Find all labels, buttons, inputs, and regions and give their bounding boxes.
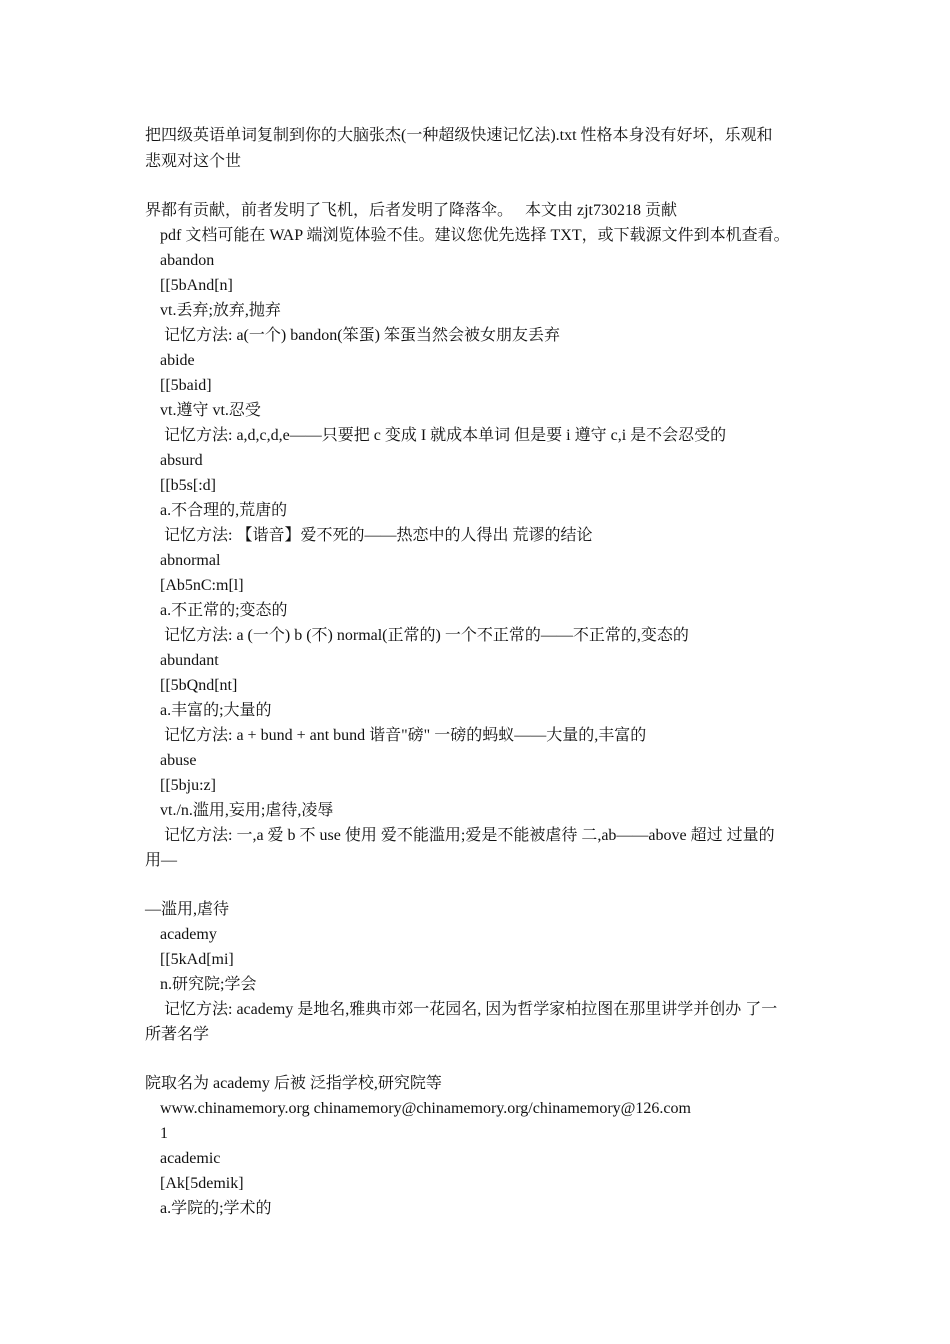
word-headword: abide: [160, 352, 195, 369]
word-definition: a.不合理的,荒唐的: [160, 502, 288, 519]
text-line: pdf 文档可能在 WAP 端浏览体验不佳。建议您优先选择 TXT，或下载源文件到本机查看。: [160, 227, 790, 244]
word-headword: academy: [160, 926, 217, 943]
word-phonetic: [[5baid]: [160, 377, 212, 394]
word-phonetic: [Ab5nC:m[l]: [160, 577, 244, 594]
word-phonetic: [[5bju:z]: [160, 777, 216, 794]
word-memory-tip: 记忆方法: a(一个) bandon(笨蛋) 笨蛋当然会被女朋友丢弃: [160, 327, 560, 344]
word-phonetic: [[5kAd[mi]: [160, 951, 234, 968]
text-line: 界都有贡献，前者发明了飞机，后者发明了降落伞。 本文由 zjt730218 贡献: [145, 202, 677, 219]
word-phonetic: [[b5s[:d]: [160, 477, 216, 494]
text-line: —滥用,虐待: [145, 901, 230, 918]
text-line: 悲观对这个世: [145, 153, 242, 170]
word-headword: abundant: [160, 652, 219, 669]
word-definition: vt./n.滥用,妄用;虐待,凌辱: [160, 802, 334, 819]
word-definition: a.丰富的;大量的: [160, 702, 272, 719]
word-headword: academic: [160, 1150, 221, 1167]
page-number: 1: [160, 1125, 168, 1142]
word-memory-tip: 记忆方法: a,d,c,d,e——只要把 c 变成 I 就成本单词 但是要 i 遵守 c,i 是不会忍受的: [160, 427, 727, 444]
word-memory-tip: 记忆方法: 一,a 爱 b 不 use 使用 爱不能滥用;爱是不能被虐待 二,ab——above 超过 过量的: [160, 827, 775, 844]
word-phonetic: [[5bQnd[nt]: [160, 677, 238, 694]
word-memory-tip: 记忆方法: a + bund + ant bund 谐音"磅" 一磅的蚂蚁——大量的,丰富的: [160, 727, 647, 744]
word-headword: absurd: [160, 452, 203, 469]
word-memory-tip: 记忆方法: academy 是地名,雅典市郊一花园名, 因为哲学家柏拉图在那里讲学并创办 了一: [160, 1001, 778, 1018]
word-definition: a.学院的;学术的: [160, 1200, 272, 1217]
footer-contact: www.chinamemory.org chinamemory@chinamemory.org/chinamemory@126.com: [160, 1100, 691, 1117]
word-phonetic: [Ak[5demik]: [160, 1175, 244, 1192]
word-headword: abandon: [160, 252, 215, 269]
word-definition: n.研究院;学会: [160, 976, 257, 993]
word-headword: abnormal: [160, 552, 221, 569]
word-memory-tip: 记忆方法: 【谐音】爱不死的——热恋中的人得出 荒谬的结论: [160, 527, 593, 544]
text-line: 所著名学: [145, 1026, 210, 1043]
word-definition: vt.遵守 vt.忍受: [160, 402, 261, 419]
word-headword: abuse: [160, 752, 197, 769]
word-definition: vt.丢弃;放弃,抛弃: [160, 302, 281, 319]
text-line: 用—: [145, 852, 178, 869]
word-definition: a.不正常的;变态的: [160, 602, 288, 619]
text-line: 把四级英语单词复制到你的大脑张杰(一种超级快速记忆法).txt 性格本身没有好坏，乐观和: [145, 127, 773, 144]
word-phonetic: [[5bAnd[n]: [160, 277, 233, 294]
word-memory-tip: 记忆方法: a (一个) b (不) normal(正常的) 一个不正常的——不正常的,变态的: [160, 627, 689, 644]
text-line: 院取名为 academy 后被 泛指学校,研究院等: [145, 1075, 442, 1092]
